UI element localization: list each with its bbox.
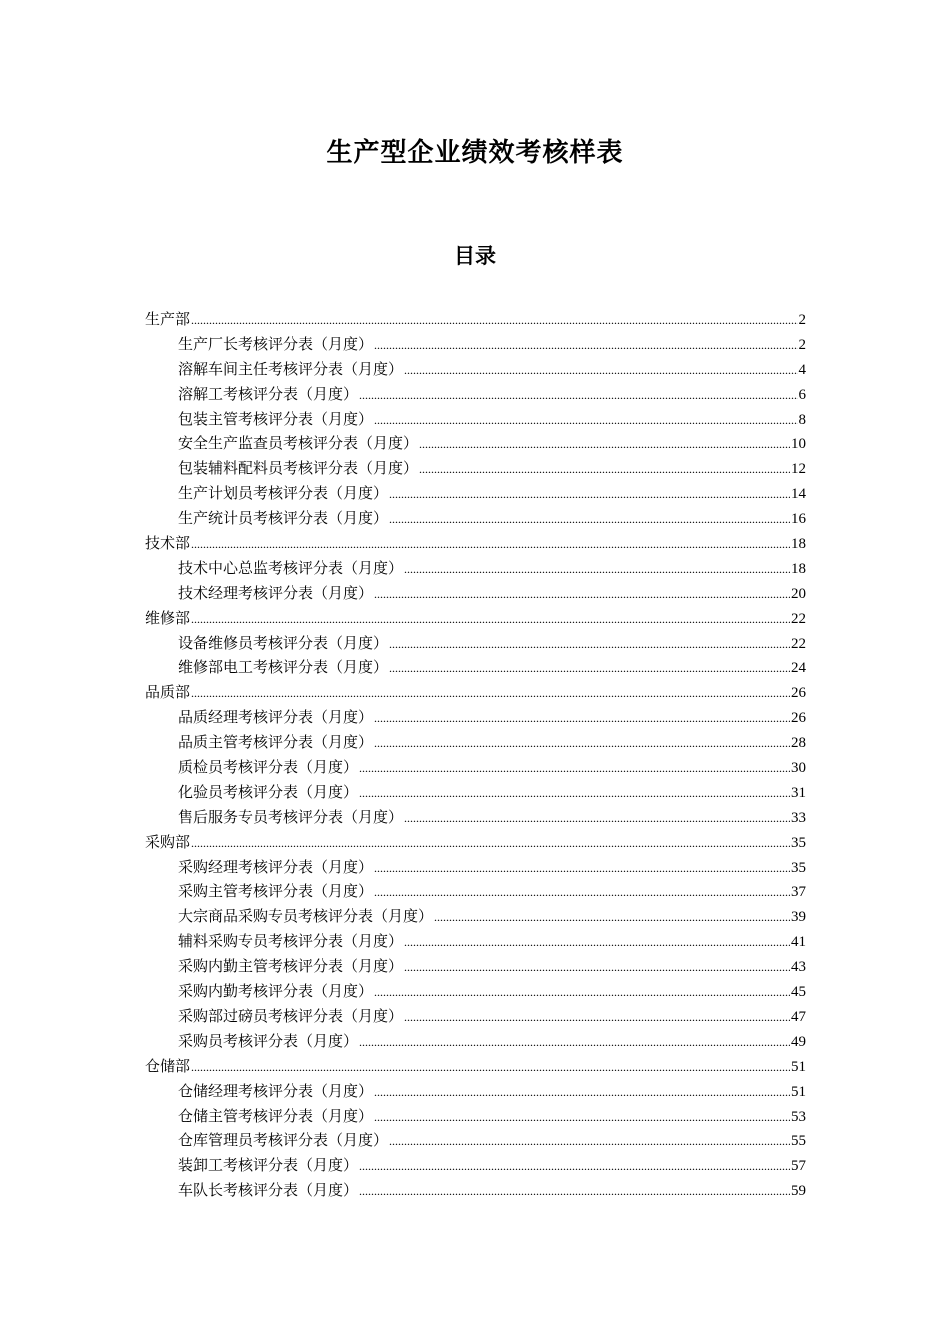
toc-page-number: 28 <box>791 735 806 752</box>
toc-page-number: 59 <box>791 1183 806 1200</box>
toc-dot-leader <box>359 756 790 781</box>
toc-entry[interactable] <box>145 979 806 1004</box>
toc-dot-leader <box>389 507 790 532</box>
toc-page-number: 10 <box>791 436 806 453</box>
toc-entry-label: 车队长考核评分表（月度） <box>178 1181 359 1200</box>
toc-entry-label: 采购主管考核评分表（月度） <box>178 882 374 901</box>
toc-page-number: 24 <box>791 660 806 677</box>
toc-entry-label: 品质主管考核评分表（月度） <box>178 733 374 752</box>
toc-entry-label: 品质经理考核评分表（月度） <box>178 708 374 727</box>
toc-dot-leader <box>419 457 790 482</box>
toc-page-number: 55 <box>791 1133 806 1150</box>
toc-page-number: 39 <box>791 909 806 926</box>
toc-dot-leader <box>404 557 790 582</box>
toc-dot-leader <box>191 681 790 706</box>
toc-dot-leader <box>359 1154 790 1179</box>
toc-page-number: 12 <box>791 461 806 478</box>
toc-entry[interactable] <box>145 1079 806 1104</box>
toc-dot-leader <box>374 706 790 731</box>
toc-entry[interactable] <box>145 1104 806 1129</box>
toc-page-number: 26 <box>791 685 806 702</box>
toc-page-number: 22 <box>791 610 806 627</box>
toc-entry-label: 品质部 <box>145 683 191 702</box>
toc-entry-label: 化验员考核评分表（月度） <box>178 782 359 801</box>
toc-dot-leader <box>374 333 797 358</box>
toc-page-number: 22 <box>791 635 806 652</box>
toc-entry-label: 采购内勤考核评分表（月度） <box>178 982 374 1001</box>
toc-dot-leader <box>374 582 790 607</box>
toc-page-number: 6 <box>798 386 806 403</box>
toc-entry[interactable] <box>145 1029 806 1054</box>
toc-page-number: 8 <box>798 411 806 428</box>
toc-entry[interactable] <box>145 431 806 456</box>
toc-entry[interactable] <box>145 407 806 432</box>
toc-section-entry[interactable] <box>145 1054 806 1079</box>
toc-dot-leader <box>191 831 790 856</box>
toc-entry-label: 生产计划员考核评分表（月度） <box>178 484 389 503</box>
toc-dot-leader <box>374 980 790 1005</box>
toc-entry[interactable] <box>145 332 806 357</box>
toc-dot-leader <box>374 880 790 905</box>
toc-dot-leader <box>404 358 797 383</box>
toc-entry-label: 技术中心总监考核评分表（月度） <box>178 558 404 577</box>
toc-entry-label: 采购部过磅员考核评分表（月度） <box>178 1006 404 1025</box>
toc-page-number: 16 <box>791 511 806 528</box>
toc-dot-leader <box>389 482 790 507</box>
toc-dot-leader <box>419 432 790 457</box>
table-of-contents <box>145 307 806 1203</box>
toc-entry-label: 生产统计员考核评分表（月度） <box>178 509 389 528</box>
toc-entry-label: 生产厂长考核评分表（月度） <box>178 334 374 353</box>
toc-page-number: 37 <box>791 884 806 901</box>
toc-page-number: 43 <box>791 959 806 976</box>
toc-page-number: 4 <box>798 361 806 378</box>
toc-dot-leader <box>191 1055 790 1080</box>
toc-dot-leader <box>191 308 797 333</box>
toc-dot-leader <box>191 607 790 632</box>
toc-page-number: 45 <box>791 984 806 1001</box>
toc-dot-leader <box>191 532 790 557</box>
toc-entry[interactable] <box>145 730 806 755</box>
toc-entry[interactable] <box>145 705 806 730</box>
toc-entry[interactable] <box>145 879 806 904</box>
toc-entry[interactable] <box>145 556 806 581</box>
toc-dot-leader <box>359 1030 790 1055</box>
toc-page-number: 33 <box>791 809 806 826</box>
toc-entry-label: 技术经理考核评分表（月度） <box>178 583 374 602</box>
toc-section-entry[interactable] <box>145 680 806 705</box>
toc-entry-label: 仓储主管考核评分表（月度） <box>178 1106 374 1125</box>
toc-dot-leader <box>359 1179 790 1204</box>
toc-entry-label: 仓库管理员考核评分表（月度） <box>178 1131 389 1150</box>
toc-page-number: 20 <box>791 585 806 602</box>
toc-entry-label: 采购内勤主管考核评分表（月度） <box>178 957 404 976</box>
toc-dot-leader <box>434 905 790 930</box>
toc-page-number: 51 <box>791 1058 806 1075</box>
toc-page-number: 41 <box>791 934 806 951</box>
toc-dot-leader <box>404 806 790 831</box>
toc-dot-leader <box>389 632 790 657</box>
toc-entry-label: 生产部 <box>145 310 191 328</box>
toc-entry-label: 设备维修员考核评分表（月度） <box>178 633 389 652</box>
toc-dot-leader <box>389 656 790 681</box>
toc-page-number: 2 <box>798 312 806 328</box>
toc-entry-label: 大宗商品采购专员考核评分表（月度） <box>178 907 434 926</box>
toc-entry-label: 包装辅料配料员考核评分表（月度） <box>178 459 419 478</box>
toc-dot-leader <box>359 383 797 408</box>
toc-dot-leader <box>404 930 790 955</box>
toc-page-number: 47 <box>791 1008 806 1025</box>
toc-entry[interactable] <box>145 382 806 407</box>
toc-entry[interactable] <box>145 755 806 780</box>
toc-entry-label: 仓储经理考核评分表（月度） <box>178 1081 374 1100</box>
toc-entry[interactable] <box>145 1004 806 1029</box>
toc-dot-leader <box>374 1080 790 1105</box>
toc-entry-label: 辅料采购专员考核评分表（月度） <box>178 932 404 951</box>
toc-entry-label: 售后服务专员考核评分表（月度） <box>178 807 404 826</box>
toc-page-number: 26 <box>791 710 806 727</box>
toc-dot-leader <box>404 1005 790 1030</box>
toc-entry-label: 安全生产监查员考核评分表（月度） <box>178 434 419 453</box>
toc-entry-label: 溶解工考核评分表（月度） <box>178 384 359 403</box>
toc-page-number: 30 <box>791 760 806 777</box>
toc-section-entry[interactable] <box>145 531 806 556</box>
toc-page-number: 57 <box>791 1158 806 1175</box>
toc-page-number: 35 <box>791 859 806 876</box>
toc-entry[interactable] <box>145 954 806 979</box>
document-title: 生产型企业绩效考核样表 <box>326 138 624 168</box>
toc-entry-label: 质检员考核评分表（月度） <box>178 758 359 777</box>
toc-entry[interactable] <box>145 506 806 531</box>
toc-page-number: 18 <box>791 560 806 577</box>
toc-section-entry[interactable] <box>145 307 806 332</box>
toc-entry[interactable] <box>145 581 806 606</box>
toc-page-number: 2 <box>798 336 806 353</box>
toc-entry-label: 技术部 <box>145 534 191 553</box>
toc-entry-label: 溶解车间主任考核评分表（月度） <box>178 359 404 378</box>
toc-entry-label: 维修部 <box>145 608 191 627</box>
toc-entry-label: 采购部 <box>145 832 191 851</box>
toc-dot-leader <box>374 1105 790 1130</box>
toc-page-number: 31 <box>791 784 806 801</box>
toc-entry[interactable] <box>145 357 806 382</box>
toc-page-number: 14 <box>791 486 806 503</box>
toc-entry-label: 包装主管考核评分表（月度） <box>178 409 374 428</box>
toc-section-entry[interactable] <box>145 606 806 631</box>
toc-entry[interactable] <box>145 904 806 929</box>
toc-entry-label: 仓储部 <box>145 1056 191 1075</box>
toc-heading: 目录 <box>454 244 496 268</box>
toc-page-number: 51 <box>791 1083 806 1100</box>
toc-entry[interactable] <box>145 456 806 481</box>
toc-entry-label: 维修部电工考核评分表（月度） <box>178 658 389 677</box>
toc-entry[interactable] <box>145 631 806 656</box>
toc-entry-label: 装卸工考核评分表（月度） <box>178 1156 359 1175</box>
toc-dot-leader <box>374 731 790 756</box>
toc-dot-leader <box>389 1129 790 1154</box>
toc-entry[interactable] <box>145 1128 806 1153</box>
toc-entry[interactable] <box>145 929 806 954</box>
toc-dot-leader <box>404 955 790 980</box>
toc-entry[interactable] <box>145 780 806 805</box>
toc-page-number: 35 <box>791 834 806 851</box>
toc-dot-leader <box>359 781 790 806</box>
toc-page-number: 18 <box>791 536 806 553</box>
toc-entry[interactable] <box>145 1178 806 1203</box>
toc-dot-leader <box>374 856 790 881</box>
toc-entry[interactable] <box>145 655 806 680</box>
toc-entry[interactable] <box>145 855 806 880</box>
toc-entry[interactable] <box>145 481 806 506</box>
toc-page-number: 49 <box>791 1033 806 1050</box>
toc-entry-label: 采购员考核评分表（月度） <box>178 1031 359 1050</box>
toc-entry[interactable] <box>145 1153 806 1178</box>
toc-section-entry[interactable] <box>145 830 806 855</box>
toc-entry[interactable] <box>145 805 806 830</box>
toc-entry-label: 采购经理考核评分表（月度） <box>178 857 374 876</box>
toc-page-number: 53 <box>791 1108 806 1125</box>
toc-dot-leader <box>374 408 797 433</box>
